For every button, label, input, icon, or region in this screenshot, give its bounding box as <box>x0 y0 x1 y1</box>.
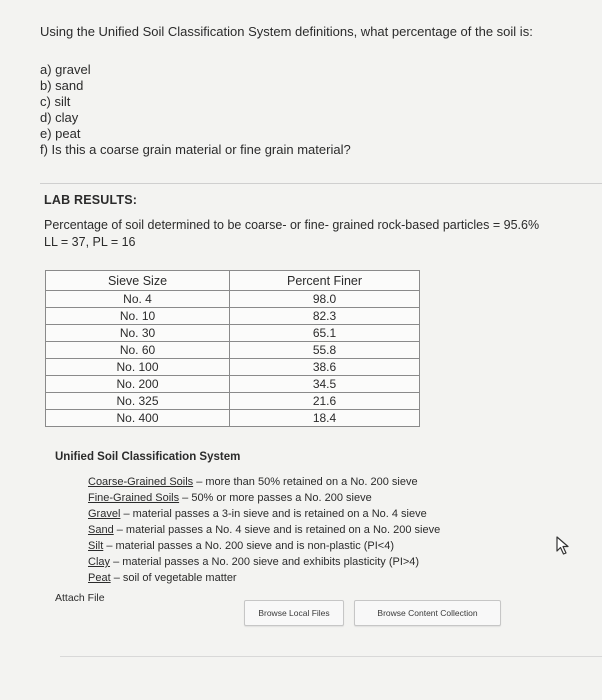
sieve-table <box>45 270 420 427</box>
usc-title: Unified Soil Classification System <box>55 451 241 463</box>
sieve-size-cell: No. 100 <box>46 359 230 376</box>
percent-finer-cell: 65.1 <box>230 325 420 342</box>
question-parts <box>40 62 351 158</box>
question-part-sand: b) sand <box>40 78 84 93</box>
question-part-gravel: a) gravel <box>40 62 91 77</box>
usc-definition <box>88 490 440 506</box>
lab-results-limits: LL = 37, PL = 16 <box>44 235 136 249</box>
usc-definition <box>88 474 440 490</box>
question-part-coarse-fine: f) Is this a coarse grain material or fine grain material? <box>40 142 351 157</box>
usc-term: Gravel <box>88 508 121 520</box>
percent-finer-cell: 34.5 <box>230 376 420 393</box>
table-row <box>46 376 420 393</box>
sieve-size-cell: No. 30 <box>46 325 230 342</box>
usc-term: Peat <box>88 572 111 584</box>
percent-finer-cell: 38.6 <box>230 359 420 376</box>
browse-content-collection-button[interactable]: Browse Content Collection <box>354 600 501 626</box>
sieve-size-cell: No. 400 <box>46 410 230 427</box>
percent-finer-cell: 55.8 <box>230 342 420 359</box>
sieve-size-cell: No. 4 <box>46 291 230 308</box>
sieve-size-cell: No. 10 <box>46 308 230 325</box>
table-row <box>46 359 420 376</box>
table-row <box>46 393 420 410</box>
pointer-cursor-icon <box>556 536 570 556</box>
question-part-silt: c) silt <box>40 94 71 109</box>
table-row <box>46 308 420 325</box>
usc-desc: – material passes a 3-in sieve and is retained on a No. 4 sieve <box>120 508 427 520</box>
sieve-size-cell: No. 60 <box>46 342 230 359</box>
usc-desc: – material passes a No. 4 sieve and is retained on a No. 200 sieve <box>113 524 441 536</box>
divider <box>40 183 602 184</box>
percent-finer-cell: 18.4 <box>230 410 420 427</box>
usc-definition <box>88 506 440 522</box>
divider-bottom <box>60 656 602 657</box>
table-row <box>46 325 420 342</box>
usc-term: Clay <box>88 556 111 568</box>
percent-finer-cell: 82.3 <box>230 308 420 325</box>
sieve-size-cell: No. 325 <box>46 393 230 410</box>
usc-desc: – material passes a No. 200 sieve and exhibits plasticity (PI>4) <box>110 556 420 568</box>
usc-desc: – 50% or more passes a No. 200 sieve <box>179 492 372 504</box>
question-prompt: Using the Unified Soil Classification System definitions, what percentage of the soil is: <box>40 24 533 39</box>
header-percent-finer: Percent Finer <box>230 271 420 291</box>
table-header-row <box>46 271 420 291</box>
lab-results-percentage: Percentage of soil determined to be coarse- or fine- grained rock-based particles = 95.6% <box>44 218 540 232</box>
usc-definition <box>88 554 440 570</box>
usc-term: Silt <box>88 540 104 552</box>
attach-file-label: Attach File <box>55 592 105 604</box>
table-row <box>46 342 420 359</box>
table-row <box>46 291 420 308</box>
usc-definition <box>88 538 440 554</box>
lab-results-title: LAB RESULTS: <box>44 193 138 207</box>
sieve-size-cell: No. 200 <box>46 376 230 393</box>
usc-desc: – more than 50% retained on a No. 200 sieve <box>193 476 418 488</box>
question-part-peat: e) peat <box>40 126 81 141</box>
usc-definition <box>88 570 440 586</box>
usc-definitions <box>88 474 440 586</box>
table-row <box>46 410 420 427</box>
header-sieve-size: Sieve Size <box>46 271 230 291</box>
percent-finer-cell: 21.6 <box>230 393 420 410</box>
usc-desc: – material passes a No. 200 sieve and is non-plastic (PI<4) <box>103 540 395 552</box>
browse-local-files-button[interactable]: Browse Local Files <box>244 600 344 626</box>
usc-term: Fine-Grained Soils <box>88 492 180 504</box>
percent-finer-cell: 98.0 <box>230 291 420 308</box>
usc-term: Sand <box>88 524 114 536</box>
usc-term: Coarse-Grained Soils <box>88 476 194 488</box>
usc-desc: – soil of vegetable matter <box>110 572 237 584</box>
question-part-clay: d) clay <box>40 110 79 125</box>
usc-definition <box>88 522 440 538</box>
